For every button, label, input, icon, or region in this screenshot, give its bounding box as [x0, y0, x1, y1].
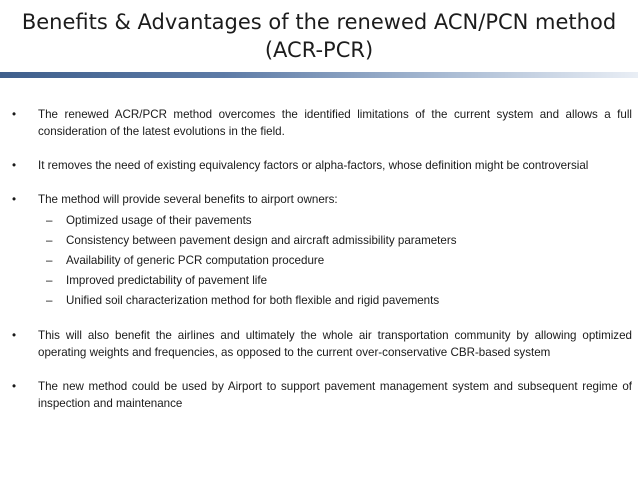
bullet-text: The renewed ACR/PCR method overcomes the identified limitations of the current system and allows a full consideration of the latest evolutions in the field.	[38, 108, 632, 138]
sub-item-text: Improved predictability of pavement life	[66, 274, 268, 287]
slide-title	[0, 8, 638, 64]
sub-item-text: Optimized usage of their pavements	[66, 214, 252, 227]
slide-title-line-1: Benefits & Advantages of the renewed ACN/PCN method	[21, 10, 617, 34]
slide-title-line-2: (ACR-PCR)	[264, 38, 374, 62]
sub-dash: –	[46, 214, 53, 227]
bullet-dot: •	[12, 193, 17, 206]
sub-item-text: Availability of generic PCR computation procedure	[66, 254, 325, 267]
sub-item	[12, 271, 632, 291]
bullet-item	[12, 157, 632, 174]
bullet-item	[12, 106, 632, 140]
bullet-dot: •	[12, 329, 17, 342]
bullet-dot: •	[12, 380, 17, 393]
sub-item	[12, 251, 632, 271]
sub-item	[12, 211, 632, 231]
bullet-item	[12, 378, 632, 412]
sub-dash: –	[46, 294, 53, 307]
sub-dash: –	[46, 234, 53, 247]
sub-item-text: Unified soil characterization method for both flexible and rigid pavements	[66, 294, 440, 307]
sub-item	[12, 231, 632, 251]
sub-item-text: Consistency between pavement design and aircraft admissibility parameters	[66, 234, 457, 247]
bullet-text: The new method could be used by Airport to support pavement management system and subsequent regime of inspection and maintenance	[38, 380, 632, 410]
title-divider	[0, 72, 638, 78]
bullet-text: The method will provide several benefits to airport owners:	[38, 193, 338, 206]
bullet-item	[12, 327, 632, 361]
bullet-list	[12, 106, 632, 412]
sub-item	[12, 291, 632, 311]
bullet-dot: •	[12, 108, 17, 121]
sub-dash: –	[46, 254, 53, 267]
sub-dash: –	[46, 274, 53, 287]
bullet-text: It removes the need of existing equivalency factors or alpha-factors, whose definition might be controversial	[38, 159, 589, 172]
sub-list	[12, 211, 632, 311]
bullet-item	[12, 191, 632, 208]
bullet-text: This will also benefit the airlines and ultimately the whole air transportation community by allowing optimized operating weights and frequencies, as opposed to the current over-conservative CBR-based system	[38, 329, 632, 359]
bullet-dot: •	[12, 159, 17, 172]
